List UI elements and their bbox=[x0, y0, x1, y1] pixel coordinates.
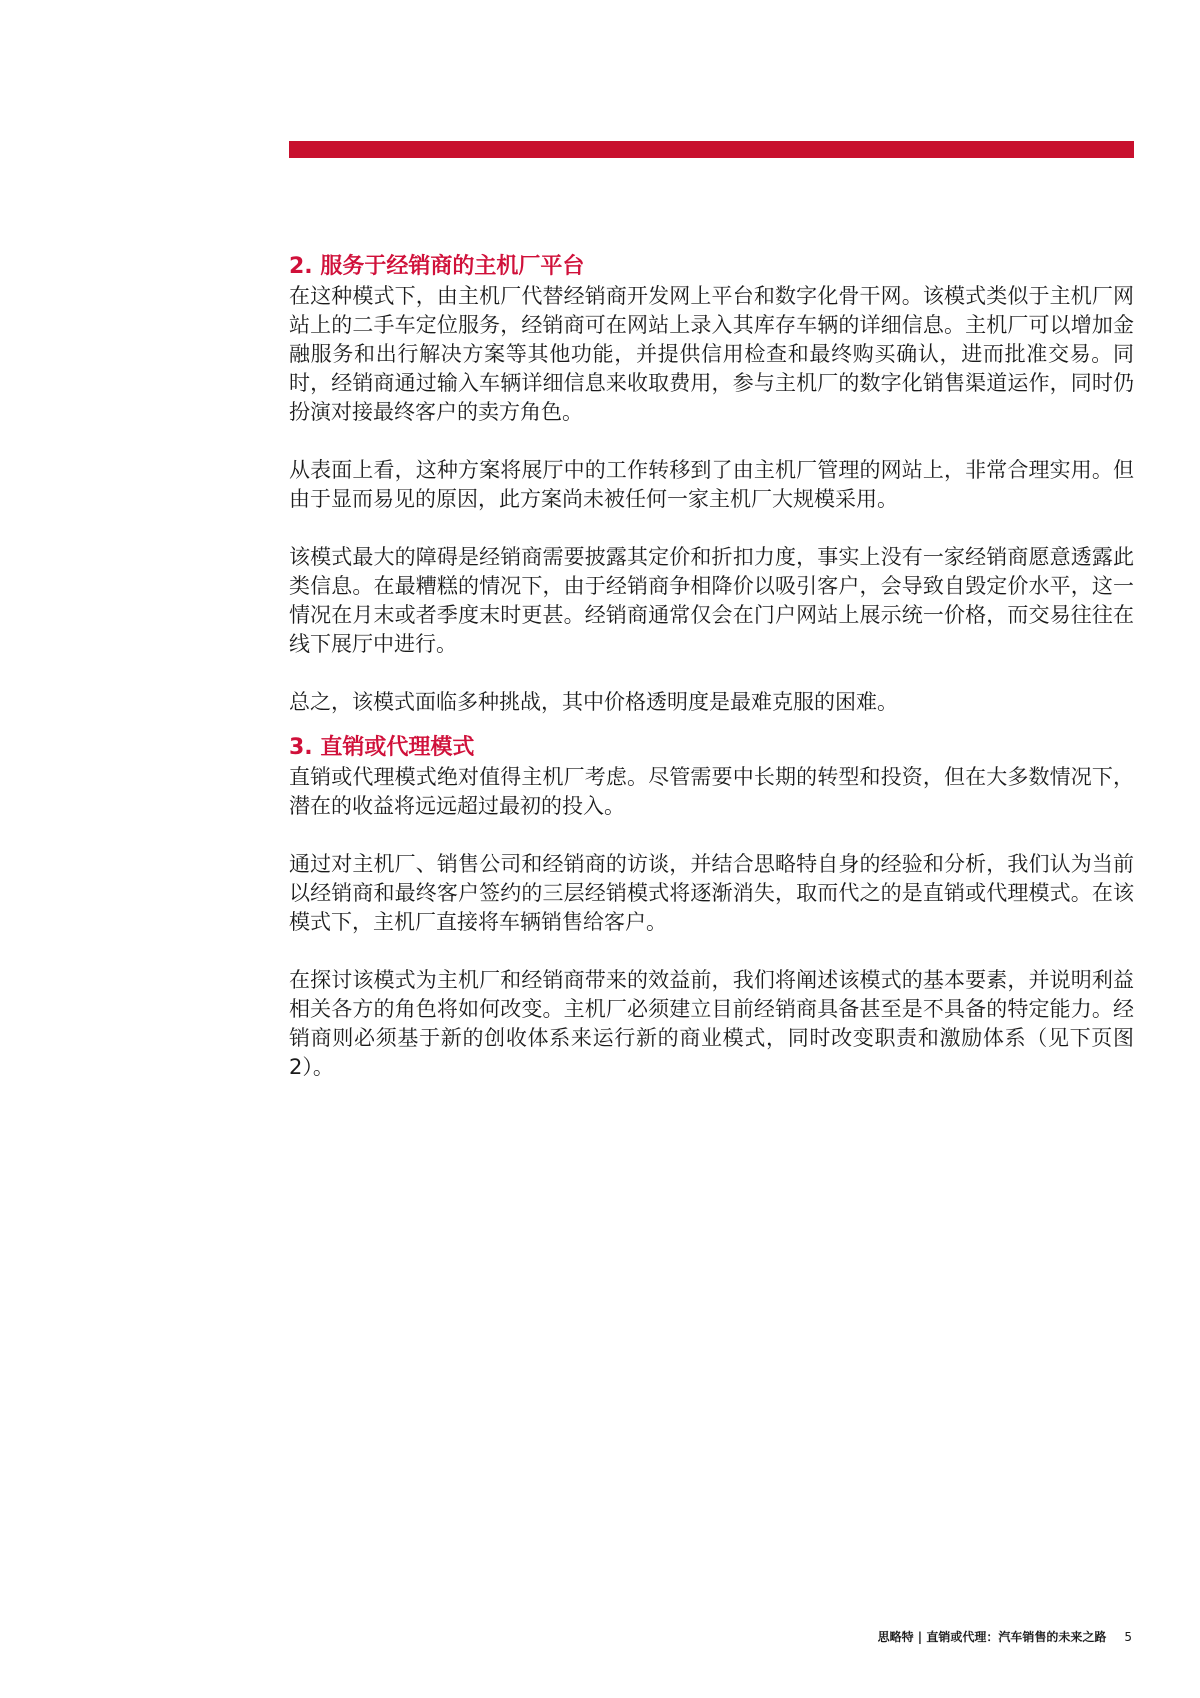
footer-title: 思略特 | 直销或代理：汽车销售的未来之路 bbox=[877, 1630, 1107, 1644]
paragraph: 在这种模式下，由主机厂代替经销商开发网上平台和数字化骨干网。该模式类似于主机厂网站上的二手车定位服务，经销商可在网站上录入其库存车辆的详细信息。主机厂可以增加金融服务和出行解决方案等其他功能，并提供信用检查和最终购买确认，进而批准交易。同时，经销商通过输入车辆详细信息来收取费用，参与主机厂的数字化销售渠道运作，同时仍扮演对接最终客户的卖方角色。 bbox=[289, 284, 1134, 424]
page-number: 5 bbox=[1124, 1630, 1132, 1644]
paragraph: 通过对主机厂、销售公司和经销商的访谈，并结合思略特自身的经验和分析，我们认为当前以经销商和最终客户签约的三层经销模式将逐渐消失，取而代之的是直销或代理模式。在该模式下，主机厂直接将车辆销售给客户。 bbox=[289, 852, 1134, 934]
section-heading-direct-sales: 3. 直销或代理模式 bbox=[289, 735, 475, 760]
paragraph: 从表面上看，这种方案将展厅中的工作转移到了由主机厂管理的网站上，非常合理实用。但由于显而易见的原因，此方案尚未被任何一家主机厂大规模采用。 bbox=[289, 458, 1134, 511]
paragraph: 直销或代理模式绝对值得主机厂考虑。尽管需要中长期的转型和投资，但在大多数情况下，潜在的收益将远远超过最初的投入。 bbox=[289, 765, 1134, 818]
paragraph: 总之，该模式面临多种挑战，其中价格透明度是最难克服的困难。 bbox=[289, 690, 898, 714]
paragraph: 在探讨该模式为主机厂和经销商带来的效益前，我们将阐述该模式的基本要素，并说明利益相关各方的角色将如何改变。主机厂必须建立目前经销商具备甚至是不具备的特定能力。经销商则必须基于新的创收体系来运行新的商业模式，同时改变职责和激励体系（见下页图2）。 bbox=[289, 968, 1134, 1079]
page-footer bbox=[878, 1628, 1132, 1645]
header-accent-bar bbox=[289, 141, 1134, 158]
main-content bbox=[289, 252, 1134, 1082]
paragraph: 该模式最大的障碍是经销商需要披露其定价和折扣力度，事实上没有一家经销商愿意透露此类信息。在最糟糕的情况下，由于经销商争相降价以吸引客户，会导致自毁定价水平，这一情况在月末或者季度末时更甚。经销商通常仅会在门户网站上展示统一价格，而交易往往在线下展厅中进行。 bbox=[289, 545, 1134, 656]
section-heading-platform: 2. 服务于经销商的主机厂平台 bbox=[289, 254, 585, 279]
